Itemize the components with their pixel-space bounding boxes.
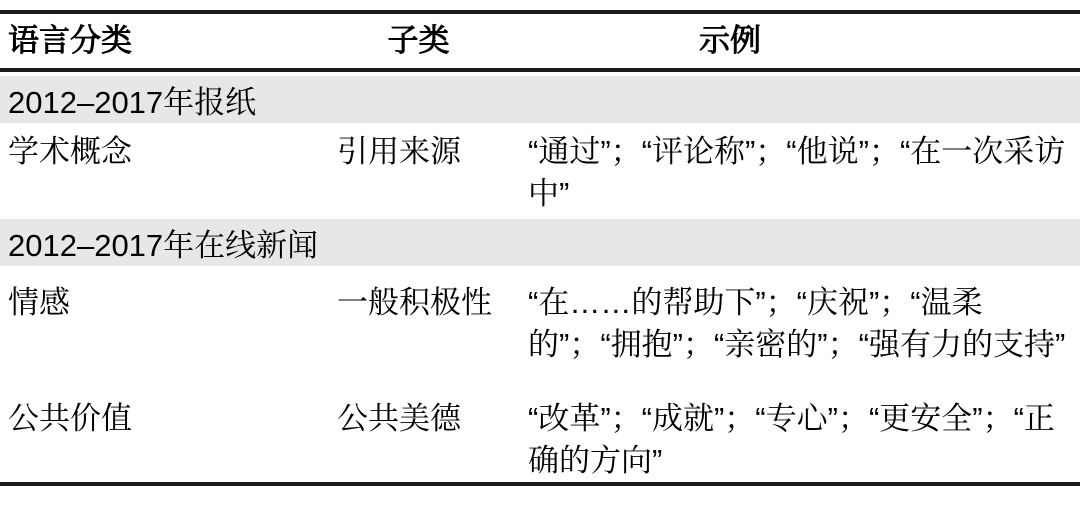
column-header-subcategory: 子类 xyxy=(387,23,450,59)
cell-category: 公共价值 xyxy=(8,401,132,436)
table-header-row xyxy=(0,14,1080,68)
cell-subcategory: 公共美德 xyxy=(337,401,461,436)
cell-subcategory: 一般积极性 xyxy=(337,285,492,320)
section-title-online-news: 2012–2017年在线新闻 xyxy=(8,228,319,263)
table-row-public-value xyxy=(0,384,1080,482)
cell-subcategory: 引用来源 xyxy=(337,134,461,169)
column-header-examples: 示例 xyxy=(699,23,761,59)
cell-category: 学术概念 xyxy=(8,134,132,169)
table-bottom-rule xyxy=(0,482,1080,486)
table-row-emotion xyxy=(0,266,1080,384)
cell-examples: “通过”；“评论称”；“他说”；“在一次采访中” xyxy=(528,134,1066,211)
cell-examples: “改革”；“成就”；“专心”；“更安全”；“正确的方向” xyxy=(528,401,1055,478)
section-title-newspapers: 2012–2017年报纸 xyxy=(8,85,257,120)
section-row-newspapers xyxy=(0,72,1080,123)
cell-category: 情感 xyxy=(8,285,70,320)
cell-examples: “在……的帮助下”；“庆祝”；“温柔的”；“拥抱”；“亲密的”；“强有力的支持” xyxy=(528,285,1066,362)
section-row-online-news xyxy=(0,215,1080,266)
column-header-language-category: 语言分类 xyxy=(8,23,132,59)
table-row-academic-concept xyxy=(0,123,1080,215)
language-classification-table xyxy=(0,10,1080,486)
